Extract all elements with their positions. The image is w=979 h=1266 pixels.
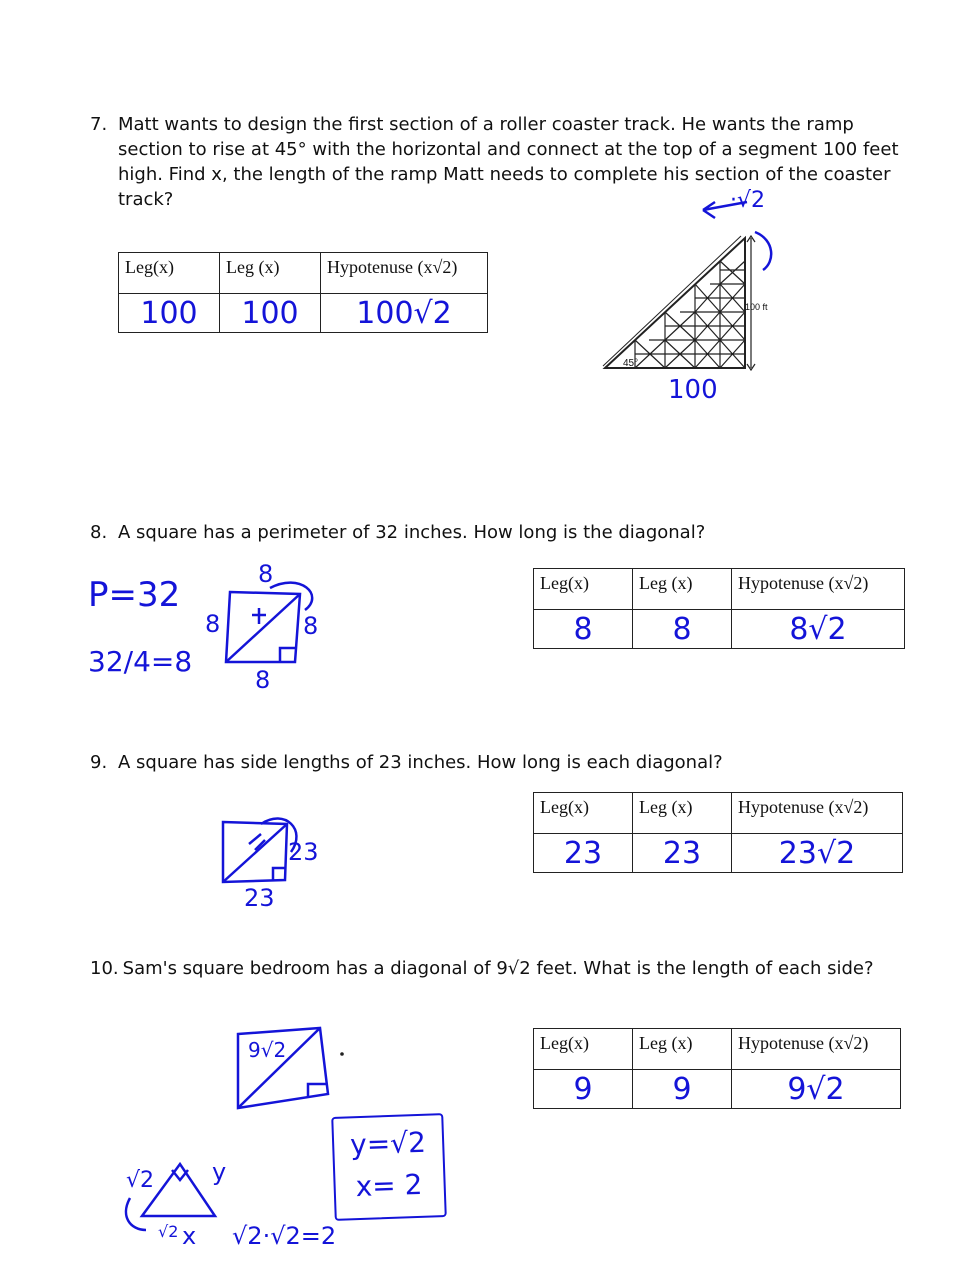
header-hypotenuse: Hypotenuse (x√2) bbox=[732, 793, 903, 834]
question-text-line: section to rise at 45° with the horizontal and connect at the top of a segment 100 feet bbox=[118, 139, 899, 160]
question-number: 8. bbox=[90, 522, 108, 543]
truss-lines bbox=[635, 261, 745, 368]
header-hypotenuse: Hypotenuse (x√2) bbox=[321, 253, 488, 294]
answer-hypotenuse: 23√2 bbox=[732, 834, 903, 873]
question-text: Sam's square bedroom has a diagonal of 9√2 feet. What is the length of each side? bbox=[122, 958, 874, 979]
question-text-line: Matt wants to design the first section of a roller coaster track. He wants the ramp bbox=[118, 114, 854, 135]
answer-leg1: 100 bbox=[119, 294, 220, 333]
answer-leg1: 9 bbox=[534, 1070, 633, 1109]
header-leg2: Leg (x) bbox=[633, 1029, 732, 1070]
answer-leg2: 9 bbox=[633, 1070, 732, 1109]
header-leg2: Leg (x) bbox=[220, 253, 321, 294]
q10-result-y: y=√2 bbox=[349, 1125, 427, 1162]
question-text: A square has side lengths of 23 inches. How long is each diagonal? bbox=[118, 752, 723, 773]
answer-leg2: 8 bbox=[633, 610, 732, 649]
header-leg1: Leg(x) bbox=[119, 253, 220, 294]
header-leg1: Leg(x) bbox=[534, 569, 633, 610]
q10-product: √2·√2=2 bbox=[232, 1222, 337, 1250]
q10-diagonal-label: 9√2 bbox=[248, 1038, 287, 1062]
q8-answer-table bbox=[533, 568, 905, 649]
q8-side-right: 8 bbox=[303, 612, 319, 640]
figure-angle-label: 45° bbox=[623, 358, 639, 369]
q10-result-x: x= 2 bbox=[355, 1167, 423, 1204]
question-text-line: track? bbox=[118, 189, 174, 210]
q7-sqrt2-note: ·√2 bbox=[730, 188, 766, 213]
q9-side-bottom: 23 bbox=[244, 884, 275, 912]
answer-hypotenuse: 8√2 bbox=[732, 610, 905, 649]
q10-triangle-arrow: √2 bbox=[158, 1222, 179, 1241]
q10-answer-table bbox=[533, 1028, 901, 1109]
q8-side-top: 8 bbox=[258, 560, 274, 588]
question-9 bbox=[90, 750, 723, 775]
q10-result-box bbox=[331, 1113, 447, 1221]
header-leg2: Leg (x) bbox=[633, 569, 732, 610]
question-text-line: high. Find x, the length of the ramp Matt needs to complete his section of the coaster bbox=[118, 164, 891, 185]
answer-hypotenuse: 100√2 bbox=[321, 294, 488, 333]
header-leg1: Leg(x) bbox=[534, 1029, 633, 1070]
q7-answer-table bbox=[118, 252, 488, 333]
answer-leg2: 23 bbox=[633, 834, 732, 873]
header-leg1: Leg(x) bbox=[534, 793, 633, 834]
figure-height-label: 100 ft bbox=[745, 302, 768, 312]
q8-side-left: 8 bbox=[205, 610, 221, 638]
q9-answer-table bbox=[533, 792, 903, 873]
question-number: 10. bbox=[90, 958, 119, 979]
question-number: 7. bbox=[90, 114, 108, 135]
q10-triangle-bottom: x bbox=[182, 1222, 197, 1250]
q8-work-perimeter: P=32 bbox=[88, 575, 181, 615]
question-10 bbox=[90, 956, 874, 981]
q8-work-division: 32/4=8 bbox=[88, 645, 193, 678]
answer-leg1: 23 bbox=[534, 834, 633, 873]
question-text: A square has a perimeter of 32 inches. How long is the diagonal? bbox=[118, 522, 706, 543]
q10-square-sketch bbox=[228, 1022, 348, 1122]
header-hypotenuse: Hypotenuse (x√2) bbox=[732, 1029, 901, 1070]
header-leg2: Leg (x) bbox=[633, 793, 732, 834]
q8-side-bottom: 8 bbox=[255, 666, 271, 694]
q10-triangle-left: √2 bbox=[126, 1168, 155, 1193]
question-8 bbox=[90, 520, 705, 545]
q10-triangle-right: y bbox=[212, 1158, 227, 1186]
q9-side-right: 23 bbox=[288, 838, 319, 866]
header-hypotenuse: Hypotenuse (x√2) bbox=[732, 569, 905, 610]
question-7 bbox=[90, 112, 910, 212]
answer-leg1: 8 bbox=[534, 610, 633, 649]
question-number: 9. bbox=[90, 752, 108, 773]
answer-hypotenuse: 9√2 bbox=[732, 1070, 901, 1109]
q7-base-note: 100 bbox=[668, 375, 718, 405]
answer-leg2: 100 bbox=[220, 294, 321, 333]
